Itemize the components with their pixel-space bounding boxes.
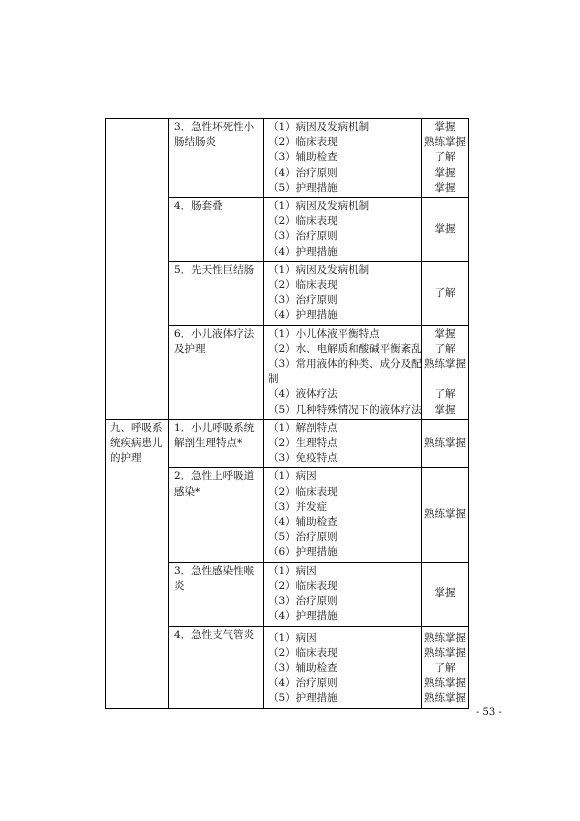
content-item: （5）护理措施 <box>268 692 338 705</box>
level-item: 了解 <box>434 388 456 401</box>
content-item: （1）病因 <box>268 470 317 483</box>
level-item: 了解 <box>434 342 456 355</box>
page-number: - 53 - <box>476 707 502 718</box>
content-item: （1）病因及发病机制 <box>268 121 370 133</box>
content-item: （3）治疗原则 <box>268 595 338 608</box>
content-item: （3）治疗原则 <box>268 294 338 307</box>
level-cell: 掌握 <box>422 562 469 626</box>
topic-cell: 4．肠套叠 <box>169 198 264 262</box>
content-item: （2）临床表现 <box>268 215 338 228</box>
content-item: （1）解剖特点 <box>268 421 338 434</box>
content-cell <box>264 325 422 419</box>
level-item: 掌握 <box>434 327 456 340</box>
topic-cell: 3．急性感染性喉炎 <box>169 562 264 626</box>
topic-cell: 3．急性坏死性小肠结肠炎 <box>169 119 264 198</box>
content-item: （2）临床表现 <box>268 579 338 592</box>
content-item: （1）病因 <box>268 564 317 577</box>
topic-cell: 6．小儿液体疗法及护理 <box>169 325 264 419</box>
level-cell <box>422 626 469 708</box>
content-item: （2）临床表现 <box>268 646 338 659</box>
content-item: （2）临床表现 <box>268 485 338 498</box>
content-item: 制 <box>268 373 279 386</box>
level-cell: 熟练掌握 <box>422 468 469 562</box>
level-cell: 熟练掌握 <box>422 419 469 468</box>
content-item: （1）小儿体液平衡特点 <box>268 327 380 340</box>
content-item: （1）病因 <box>268 631 317 644</box>
level-item: 熟练掌握 <box>424 631 466 644</box>
level-item: 掌握 <box>434 403 456 416</box>
level-item: 熟练掌握 <box>424 692 466 705</box>
content-item: （5）治疗原则 <box>268 531 338 544</box>
level-cell <box>422 325 469 419</box>
level-item: 掌握 <box>434 181 456 194</box>
content-item: （4）护理措施 <box>268 245 338 258</box>
topic-cell: 1．小儿呼吸系统解剖生理特点* <box>169 419 264 468</box>
table-row <box>106 119 469 198</box>
topic-cell: 4．急性支气管炎 <box>169 626 264 708</box>
level-item: 了解 <box>434 151 456 164</box>
content-item: （1）病因及发病机制 <box>268 263 370 276</box>
table-row <box>106 419 469 468</box>
level-cell: 掌握 <box>422 198 469 262</box>
level-item: 熟练掌握 <box>424 677 466 690</box>
content-cell <box>264 419 422 468</box>
level-cell <box>422 119 469 198</box>
content-item: （4）治疗原则 <box>268 166 338 179</box>
content-cell <box>264 562 422 626</box>
content-item: （4）辅助检查 <box>268 516 338 529</box>
content-item: （3）治疗原则 <box>268 230 338 243</box>
content-item: （4）护理措施 <box>268 610 338 623</box>
content-item: （2）生理特点 <box>268 437 338 450</box>
level-cell: 了解 <box>422 261 469 325</box>
content-item: （2）水、电解质和酸碱平衡紊乱 <box>268 342 422 355</box>
content-item: （6）护理措施 <box>268 546 338 559</box>
level-item: 了解 <box>434 661 456 674</box>
level-item: 熟练掌握 <box>424 136 466 149</box>
content-item: （3）辅助检查 <box>268 151 338 164</box>
level-item: 掌握 <box>434 166 456 179</box>
content-item: （3）免疫特点 <box>268 452 338 465</box>
content-cell <box>264 198 422 262</box>
level-item: 熟练掌握 <box>424 358 466 371</box>
content-cell <box>264 119 422 198</box>
content-item: （5）护理措施 <box>268 181 338 194</box>
content-item: （4）护理措施 <box>268 309 338 322</box>
content-item: （1）病因及发病机制 <box>268 200 370 213</box>
content-item: （3）并发症 <box>268 500 328 513</box>
level-item: 掌握 <box>434 121 456 133</box>
content-item: （2）临床表现 <box>268 136 338 149</box>
topic-cell: 5．先天性巨结肠 <box>169 261 264 325</box>
section-cell-empty <box>106 119 169 420</box>
content-item: （5）几种特殊情况下的液体疗法 <box>268 403 422 416</box>
level-item <box>423 372 467 387</box>
level-item: 熟练掌握 <box>424 646 466 659</box>
content-item: （3）辅助检查 <box>268 661 338 674</box>
syllabus-table <box>105 118 469 709</box>
content-item: （4）液体疗法 <box>268 388 338 401</box>
content-item: （3）常用液体的种类、成分及配 <box>268 358 422 371</box>
topic-cell: 2．急性上呼吸道感染* <box>169 468 264 562</box>
content-cell <box>264 468 422 562</box>
content-item: （4）治疗原则 <box>268 677 338 690</box>
content-cell <box>264 261 422 325</box>
section-title-cell: 九、呼吸系统疾病患儿的护理 <box>106 419 169 708</box>
content-cell <box>264 626 422 708</box>
content-item: （2）临床表现 <box>268 279 338 292</box>
